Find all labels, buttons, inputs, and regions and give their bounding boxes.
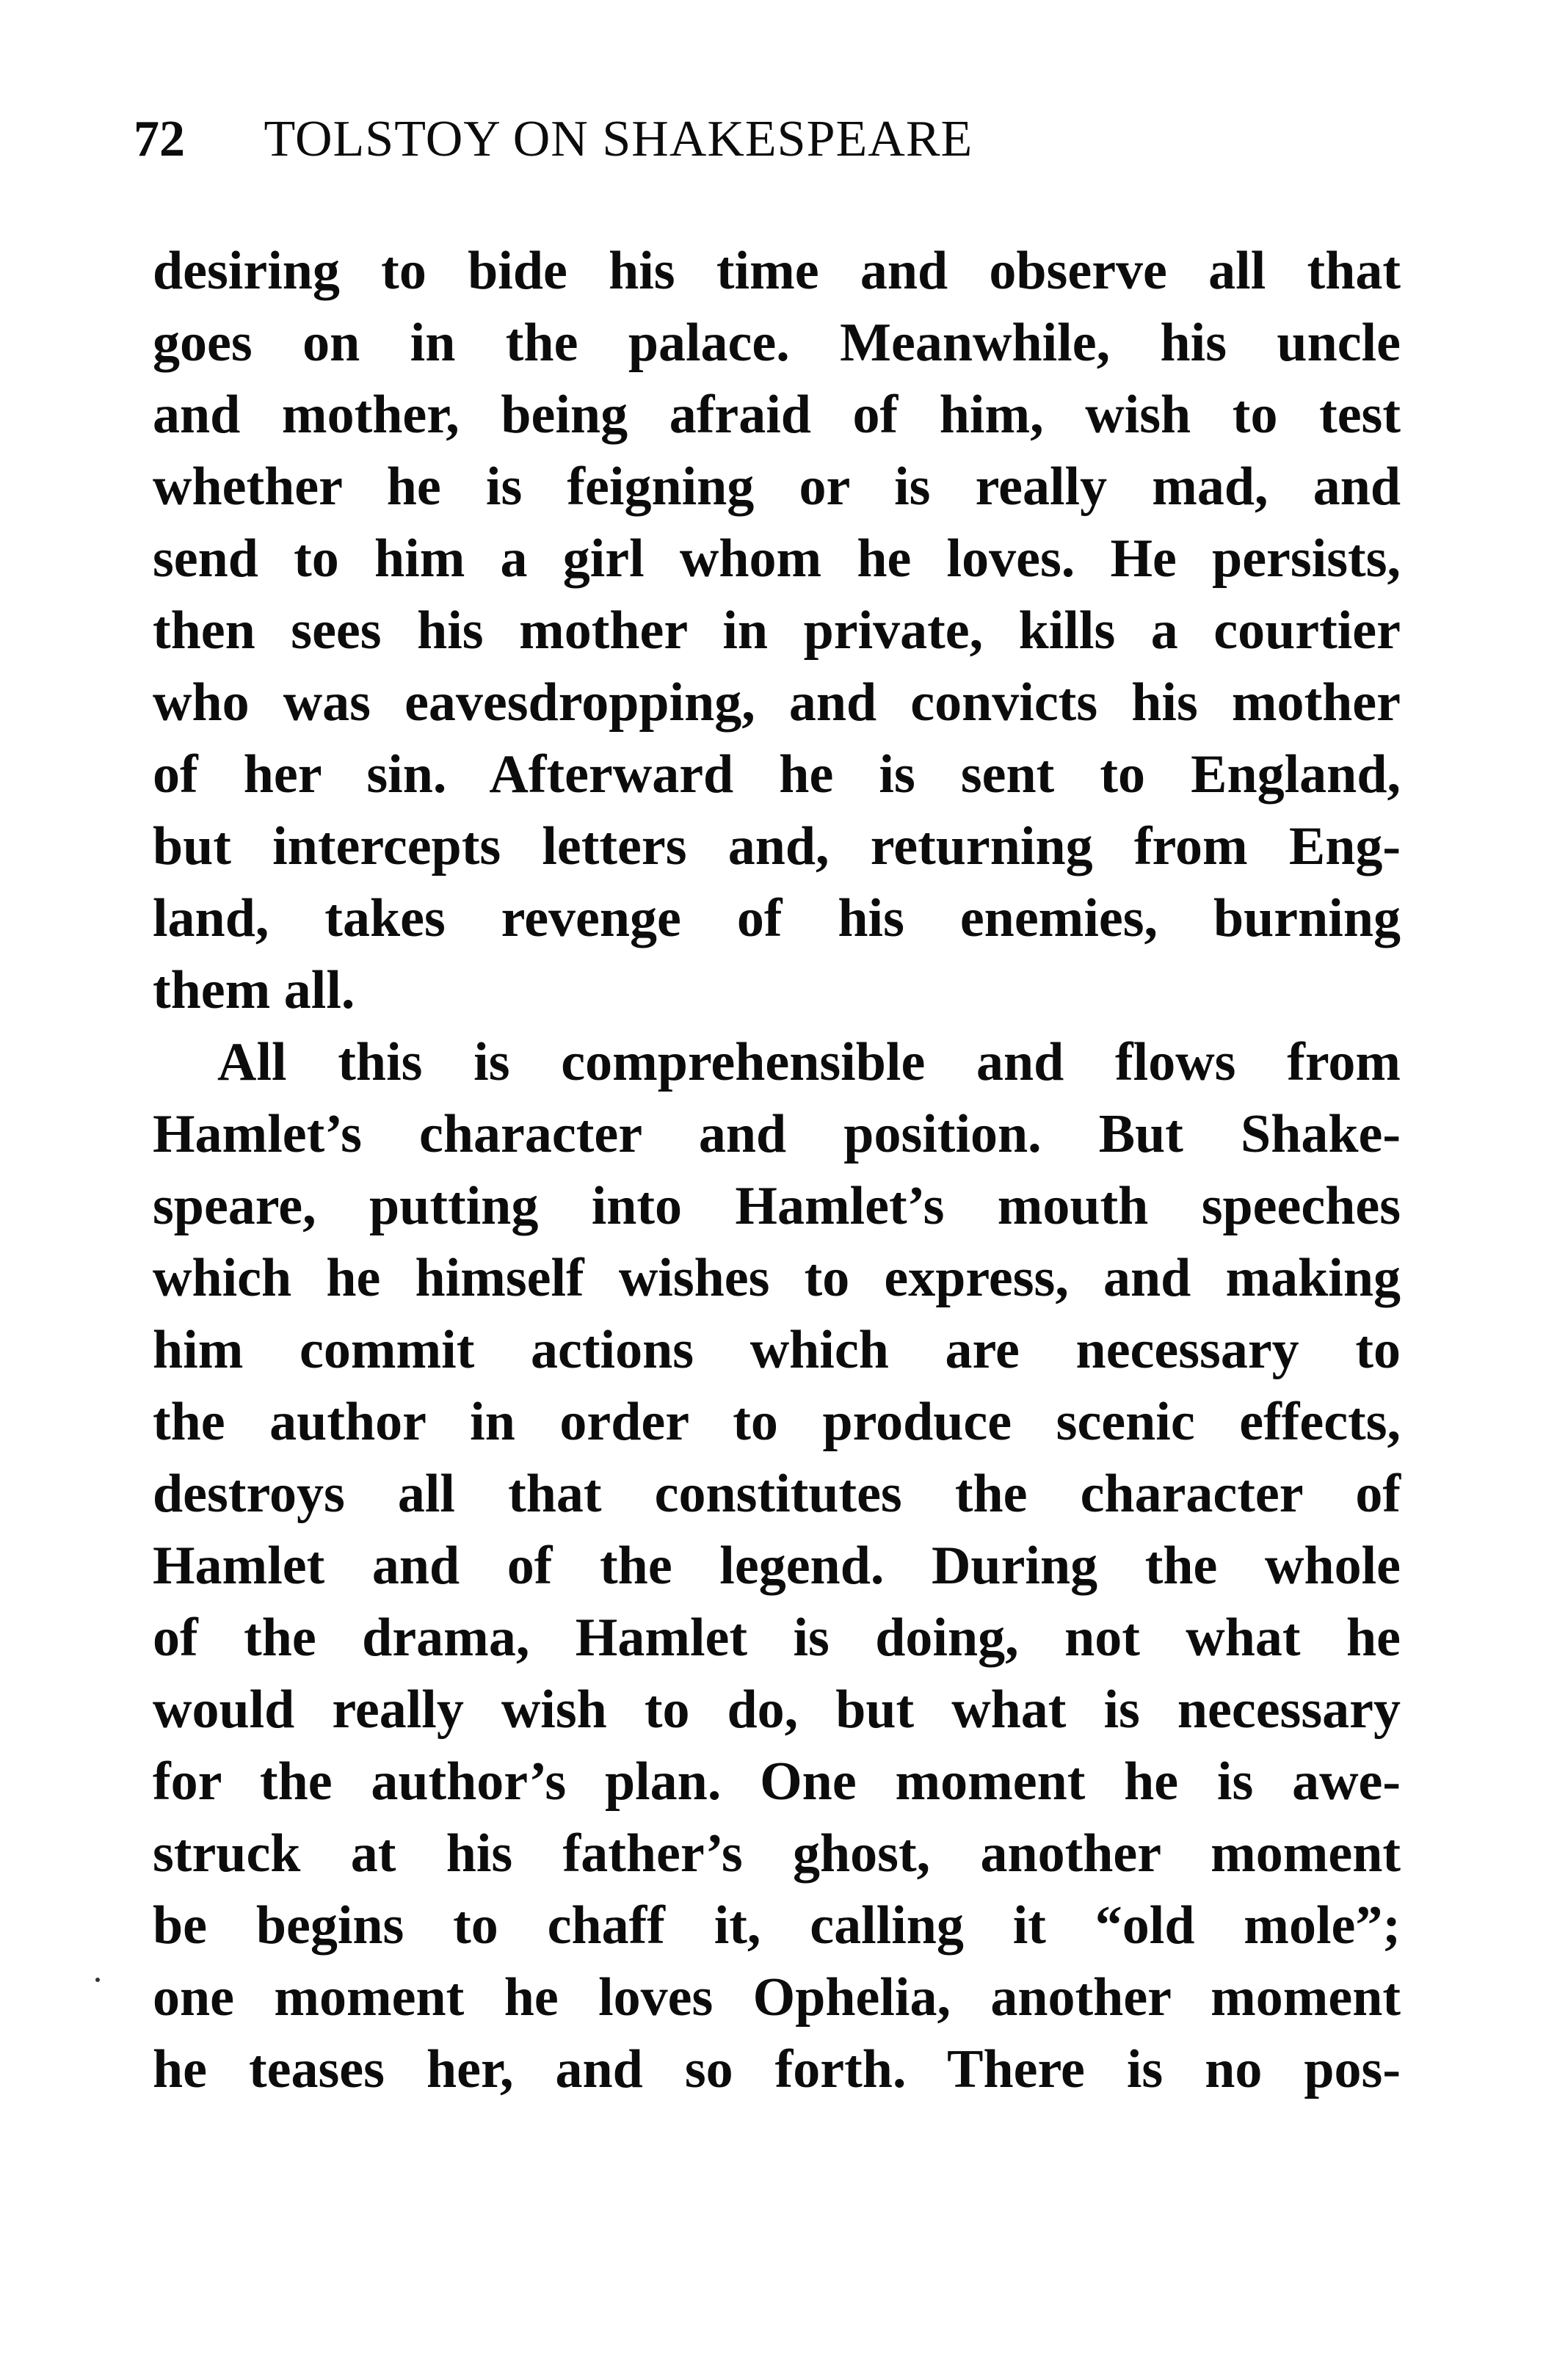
text-line: send to him a girl whom he loves. He persists, bbox=[153, 529, 1401, 589]
text-line: whether he is feigning or is really mad, and bbox=[153, 457, 1401, 517]
text-line: one moment he loves Ophelia, another moment bbox=[153, 1967, 1401, 2028]
text-line: struck at his father’s ghost, another moment bbox=[153, 1823, 1401, 1884]
text-line: desiring to bide his time and observe all that bbox=[153, 241, 1401, 301]
text-line: for the author’s plan. One moment he is awe- bbox=[153, 1752, 1401, 1812]
text-line: Hamlet’s character and position. But Shake- bbox=[153, 1104, 1401, 1164]
page-number: 72 bbox=[134, 111, 185, 167]
text-line: them all. bbox=[153, 960, 355, 1020]
text-line: the author in order to produce scenic effects, bbox=[153, 1392, 1401, 1452]
text-line: he teases her, and so forth. There is no pos- bbox=[153, 2039, 1401, 2099]
text-line: of the drama, Hamlet is doing, not what he bbox=[153, 1608, 1401, 1668]
running-head bbox=[134, 103, 1382, 176]
text-line: All this is comprehensible and flows from bbox=[217, 1032, 1401, 1092]
text-line: then sees his mother in private, kills a courtier bbox=[153, 600, 1401, 661]
text-line: which he himself wishes to express, and making bbox=[153, 1248, 1401, 1308]
body-text bbox=[153, 235, 1401, 2105]
paragraph-2 bbox=[153, 1026, 1401, 2105]
text-line: and mother, being afraid of him, wish to test bbox=[153, 385, 1401, 445]
running-title: TOLSTOY ON SHAKESPEARE bbox=[264, 111, 973, 167]
paragraph-1 bbox=[153, 235, 1401, 1026]
margin-speck bbox=[95, 1978, 100, 1982]
text-line: would really wish to do, but what is necessary bbox=[153, 1680, 1401, 1740]
text-line: be begins to chaff it, calling it “old mole”; bbox=[153, 1895, 1401, 1956]
text-line: speare, putting into Hamlet’s mouth speeches bbox=[153, 1176, 1401, 1236]
text-line: Hamlet and of the legend. During the whole bbox=[153, 1536, 1401, 1596]
text-line: him commit actions which are necessary to bbox=[153, 1320, 1401, 1380]
text-line: goes on in the palace. Meanwhile, his uncle bbox=[153, 313, 1401, 373]
text-line: but intercepts letters and, returning from Eng- bbox=[153, 816, 1401, 876]
text-line: land, takes revenge of his enemies, burning bbox=[153, 888, 1401, 948]
text-line: who was eavesdropping, and convicts his mother bbox=[153, 672, 1401, 733]
text-line: destroys all that constitutes the character of bbox=[153, 1464, 1401, 1524]
text-line: of her sin. Afterward he is sent to England, bbox=[153, 744, 1401, 805]
